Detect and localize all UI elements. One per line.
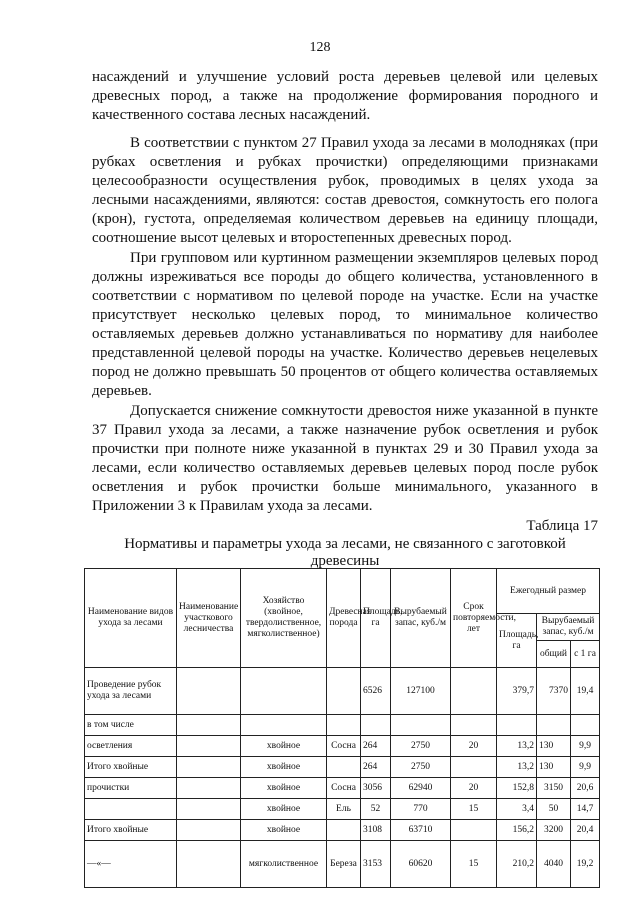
cell-period: 15 [451, 841, 497, 888]
table-row [85, 778, 600, 799]
header-economy: Хозяйство (хвойное, твердолиственное, мягколиственное) [241, 569, 327, 668]
cell-species: Сосна [327, 736, 361, 757]
paragraph-3: При групповом или куртинном размещении экземпляров целевых пород должны изреживаться все породы до общего количества, установленного в соответствии с нормативом по целевой породе на участке. Если на участке присутствует несколько целевых пород, то минимальное количество оставляемых деревьев должно устанавливаться по нормативу для наиболее представленной целевой породы на участке. Количество деревьев нецелевых пород не должно превышать 50 процентов от общего количества оставляемых деревьев. [92, 250, 598, 399]
cell-species: Береза [327, 841, 361, 888]
cell-species: Сосна [327, 778, 361, 799]
cell-economy [241, 715, 327, 736]
cell-annual-total: 3200 [537, 820, 571, 841]
cell-annual-area: 156,2 [497, 820, 537, 841]
header-forestry: Наименование участкового лесничества [177, 569, 241, 668]
header-annual-total: общий [537, 641, 571, 668]
cell-annual-per-ha: 19,2 [571, 841, 600, 888]
cell-annual-area: 3,4 [497, 799, 537, 820]
cell-area: 264 [361, 736, 391, 757]
cell-species [327, 757, 361, 778]
cell-annual-per-ha: 9,9 [571, 757, 600, 778]
cell-forestry [177, 736, 241, 757]
cell-area: 3108 [361, 820, 391, 841]
cell-area: 3056 [361, 778, 391, 799]
table-row [85, 757, 600, 778]
cell-volume: 2750 [391, 736, 451, 757]
cell-volume: 770 [391, 799, 451, 820]
cell-annual-area: 13,2 [497, 757, 537, 778]
cell-forestry [177, 841, 241, 888]
paragraph-1: насаждений и улучшение условий роста деревьев целевой или целевых древесных пород, а также на продолжение формирования породного и качественного состава лесных насаждений. [92, 69, 598, 123]
table-row [85, 820, 600, 841]
table-row [85, 668, 600, 715]
cell-annual-total [537, 715, 571, 736]
header-area: Площадь, га [361, 569, 391, 668]
cell-annual-area: 13,2 [497, 736, 537, 757]
table-row [85, 736, 600, 757]
cell-area: 6526 [361, 668, 391, 715]
cell-volume [391, 715, 451, 736]
header-annual-volume: Вырубаемый запас, куб./м [537, 614, 600, 641]
page-number: 128 [309, 40, 331, 55]
cell-species [327, 715, 361, 736]
cell-type: Проведение рубок ухода за лесами [85, 668, 177, 715]
cell-volume: 2750 [391, 757, 451, 778]
cell-economy [241, 668, 327, 715]
paragraph-2: В соответствии с пунктом 27 Правил ухода за лесами в молодняках (при рубках осветления и рубках прочистки) определяющими признаками целесообразности осуществления рубок, проводимых в целях ухода за лесными насаждениями, являются: состав древостоя, сомкнутость его полога (крон), густота, определяемая количеством деревьев на единицу площади, соотношение высот целевых и второстепенных древесных пород. [92, 135, 598, 246]
table-row [85, 799, 600, 820]
cell-forestry [177, 668, 241, 715]
cell-type: осветления [85, 736, 177, 757]
cell-volume: 63710 [391, 820, 451, 841]
cell-annual-per-ha: 14,7 [571, 799, 600, 820]
cell-annual-area: 210,2 [497, 841, 537, 888]
cell-period: 20 [451, 736, 497, 757]
cell-period: 15 [451, 799, 497, 820]
cell-annual-total: 7370 [537, 668, 571, 715]
table-row [85, 715, 600, 736]
cell-annual-total: 50 [537, 799, 571, 820]
cell-volume: 60620 [391, 841, 451, 888]
cell-area: 3153 [361, 841, 391, 888]
header-species: Древесная порода [327, 569, 361, 668]
cell-forestry [177, 820, 241, 841]
cell-forestry [177, 757, 241, 778]
cell-economy: хвойное [241, 757, 327, 778]
cell-type: в том числе [85, 715, 177, 736]
cell-period [451, 668, 497, 715]
cell-species [327, 820, 361, 841]
cell-type: прочистки [85, 778, 177, 799]
cell-forestry [177, 778, 241, 799]
cell-forestry [177, 715, 241, 736]
header-volume: Вырубаемый запас, куб./м [391, 569, 451, 668]
cell-type: Итого хвойные [85, 820, 177, 841]
paragraph-4: Допускается снижение сомкнутости древостоя ниже указанной в пункте 37 Правил ухода за лесами, а также назначение рубок осветления и рубок прочистки при полноте ниже указанной в пунктах 29 и 30 Правил ухода за лесами, если количество оставляемых деревьев целевых пород после рубок осветления и рубок прочистки больше минимального, указанного в Приложении 3 к Правилам ухода за лесами. [92, 403, 598, 514]
cell-type: —«— [85, 841, 177, 888]
table-title: Нормативы и параметры ухода за лесами, не связанного с заготовкой древесины [124, 536, 566, 569]
header-period: Срок повторяемости, лет [451, 569, 497, 668]
cell-area: 264 [361, 757, 391, 778]
forest-care-table [84, 568, 600, 888]
cell-species [327, 668, 361, 715]
cell-annual-total: 3150 [537, 778, 571, 799]
cell-area [361, 715, 391, 736]
cell-annual-total: 130 [537, 757, 571, 778]
cell-annual-per-ha: 20,6 [571, 778, 600, 799]
cell-economy: хвойное [241, 736, 327, 757]
cell-economy: хвойное [241, 778, 327, 799]
cell-economy: мягколиственное [241, 841, 327, 888]
header-annual-per-ha: с 1 га [571, 641, 600, 668]
cell-annual-area: 152,8 [497, 778, 537, 799]
cell-annual-area [497, 715, 537, 736]
cell-annual-area: 379,7 [497, 668, 537, 715]
table-row [85, 841, 600, 888]
cell-annual-per-ha [571, 715, 600, 736]
cell-annual-per-ha: 19,4 [571, 668, 600, 715]
header-annual-area: Площадь, га [497, 614, 537, 668]
header-type: Наименование видов ухода за лесами [85, 569, 177, 668]
cell-volume: 127100 [391, 668, 451, 715]
cell-forestry [177, 799, 241, 820]
table-label: Таблица 17 [526, 518, 598, 534]
cell-annual-total: 4040 [537, 841, 571, 888]
cell-economy: хвойное [241, 799, 327, 820]
cell-species: Ель [327, 799, 361, 820]
cell-period [451, 757, 497, 778]
cell-type: Итого хвойные [85, 757, 177, 778]
cell-area: 52 [361, 799, 391, 820]
header-annual: Ежегодный размер [497, 569, 600, 614]
cell-type [85, 799, 177, 820]
cell-volume: 62940 [391, 778, 451, 799]
cell-annual-total: 130 [537, 736, 571, 757]
cell-period [451, 820, 497, 841]
cell-period: 20 [451, 778, 497, 799]
cell-annual-per-ha: 20,4 [571, 820, 600, 841]
cell-economy: хвойное [241, 820, 327, 841]
cell-period [451, 715, 497, 736]
cell-annual-per-ha: 9,9 [571, 736, 600, 757]
